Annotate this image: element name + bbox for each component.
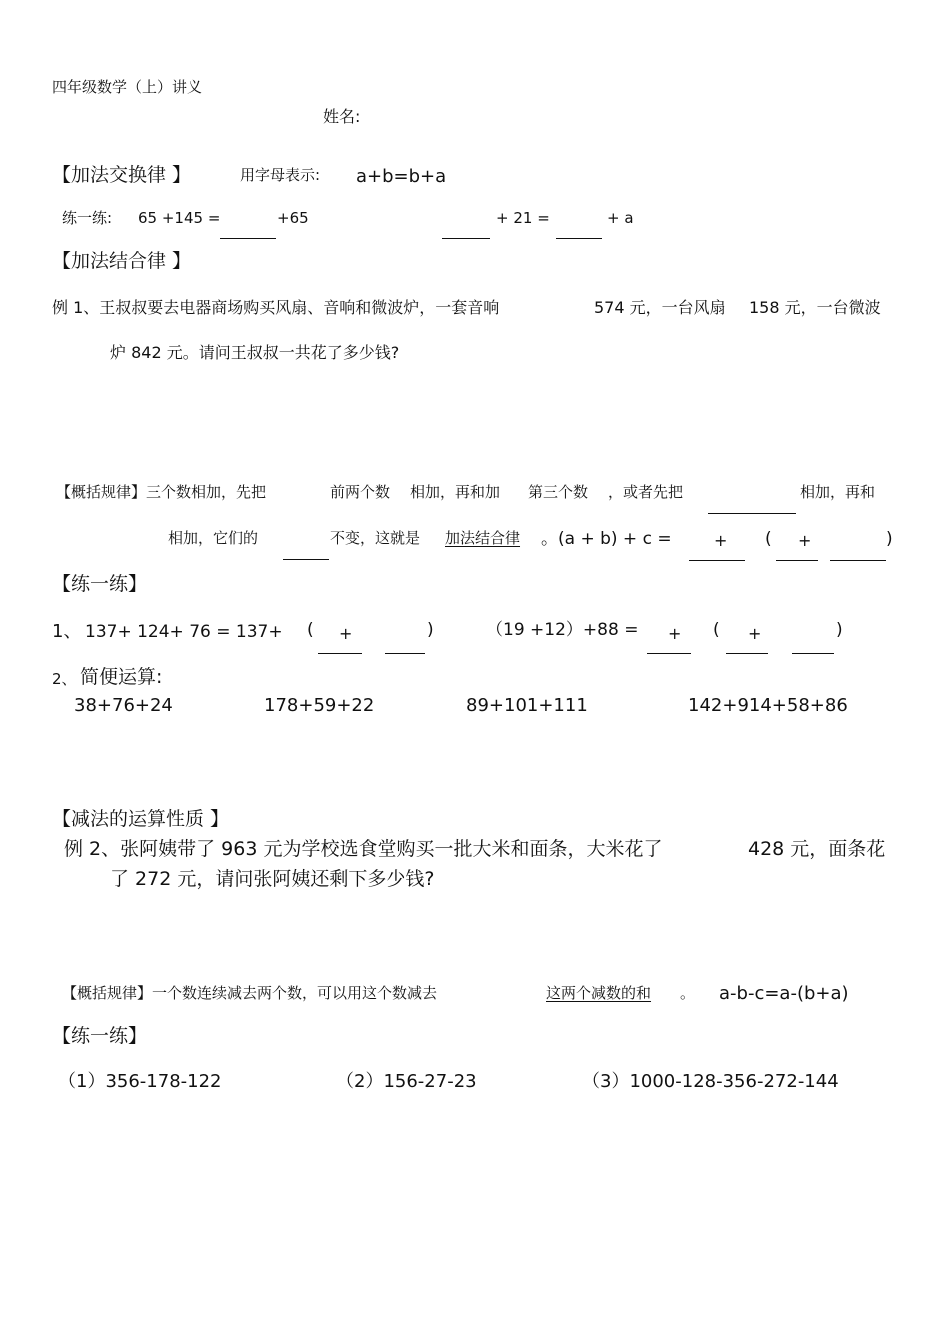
q1-blank-2 xyxy=(385,641,425,657)
calc-item-1: 38+76+24 xyxy=(74,695,173,716)
formula-label: 用字母表示: xyxy=(240,166,321,184)
rule-a: 前两个数 xyxy=(330,483,391,501)
sub-item-2: （2）156-27-23 xyxy=(336,1071,477,1092)
calc-item-3: 89+101+111 xyxy=(466,695,588,716)
worksheet-title: 四年级数学（上）讲义 xyxy=(52,78,203,96)
ex2-right: + a xyxy=(607,209,634,227)
sub-rule-underlined: 这两个减数的和 xyxy=(546,984,652,1002)
example2-line1a: 例 2、张阿姨带了 963 元为学校选食堂购买一批大米和面条，大米花了 xyxy=(64,838,663,860)
rule-blank xyxy=(708,501,796,517)
q1-rparen: ) xyxy=(427,620,434,640)
ex2-blank-2 xyxy=(556,226,602,242)
name-label: 姓名: xyxy=(323,107,361,126)
associative-heading: 【加法结合律 】 xyxy=(52,250,192,272)
calc-item-2: 178+59+22 xyxy=(264,695,375,716)
q2-label: 2、 xyxy=(52,670,77,688)
rule-c: 第三个数 xyxy=(528,483,589,501)
q1-lparen: ( xyxy=(307,620,314,640)
example2-line2: 了 272 元，请问张阿姨还剩下多少钱? xyxy=(110,868,435,890)
practice1-heading: 【练一练】 xyxy=(52,573,148,595)
ex1-right: +65 xyxy=(277,209,309,227)
rule2-blank xyxy=(283,547,329,563)
rule2-blank-4 xyxy=(830,548,886,564)
q1-expr: 137+ 124+ 76 = 137+ xyxy=(85,622,283,642)
q1b-blank-1 xyxy=(647,641,691,657)
ex1-left: 65 +145 = xyxy=(138,209,221,227)
rule2-b: 不变，这就是 xyxy=(330,529,421,547)
practice-label: 练一练: xyxy=(62,209,113,227)
commutative-formula: a+b=b+a xyxy=(356,166,447,187)
sub-item-1: （1）356-178-122 xyxy=(58,1071,222,1092)
commutative-heading: 【加法交换律 】 xyxy=(52,164,192,186)
q1b-lparen: ( xyxy=(713,620,720,640)
rule2-blank-2 xyxy=(689,548,745,564)
q1-plus: + xyxy=(339,624,353,643)
example2-line1b: 428 元，面条花 xyxy=(748,838,886,860)
q1b-blank-2 xyxy=(726,641,768,657)
rule2-plus-2: + xyxy=(798,531,812,550)
ex2-op: + 21 = xyxy=(496,209,550,227)
sub-rule-formula: a-b-c=a-(b+a) xyxy=(719,983,849,1004)
sub-rule-end: 。 xyxy=(680,984,696,1002)
rule-e: 相加，再和 xyxy=(800,483,876,501)
example1-line1: 例 1、王叔叔要去电器商场购买风扇、音响和微波炉，一套音响 xyxy=(52,298,500,317)
q1-blank-1 xyxy=(318,641,362,657)
q1b-plus-1: + xyxy=(668,624,682,643)
q1b-plus-2: + xyxy=(748,624,762,643)
ex1-blank xyxy=(220,226,276,242)
q1b-rparen: ) xyxy=(836,620,843,640)
q2-title: 简便运算: xyxy=(80,666,163,688)
rule2-lparen: ( xyxy=(765,529,772,549)
rule2-law: 加法结合律 xyxy=(445,529,521,547)
q1b-blank-3 xyxy=(792,641,834,657)
example1-part2: 574 元，一台风扇 xyxy=(594,298,726,317)
rule2-formula: 。(a + b) + c = xyxy=(541,529,672,549)
subtraction-heading: 【减法的运算性质 】 xyxy=(52,808,230,830)
q1-num: 1、 xyxy=(52,621,82,642)
rule2-rparen: ) xyxy=(886,529,893,549)
rule2-blank-3 xyxy=(776,548,818,564)
calc-item-4: 142+914+58+86 xyxy=(688,695,848,716)
q1b-expr: （19 +12）+88 = xyxy=(486,620,639,640)
example1-part3: 158 元，一台微波 xyxy=(749,298,881,317)
rule2-plus-1: + xyxy=(714,531,728,550)
rule-d: ，或者先把 xyxy=(608,483,684,501)
practice2-heading: 【练一练】 xyxy=(52,1025,148,1047)
ex2-blank-1 xyxy=(442,226,490,242)
sub-rule-label: 【概括规律】一个数连续减去两个数，可以用这个数减去 xyxy=(62,984,438,1002)
sub-item-3: （3）1000-128-356-272-144 xyxy=(582,1071,839,1092)
rule-b: 相加，再和加 xyxy=(410,483,501,501)
rule-label: 【概括规律】三个数相加，先把 xyxy=(56,483,267,501)
example1-line2: 炉 842 元。请问王叔叔一共花了多少钱? xyxy=(110,343,400,362)
rule2-a: 相加，它们的 xyxy=(168,529,259,547)
